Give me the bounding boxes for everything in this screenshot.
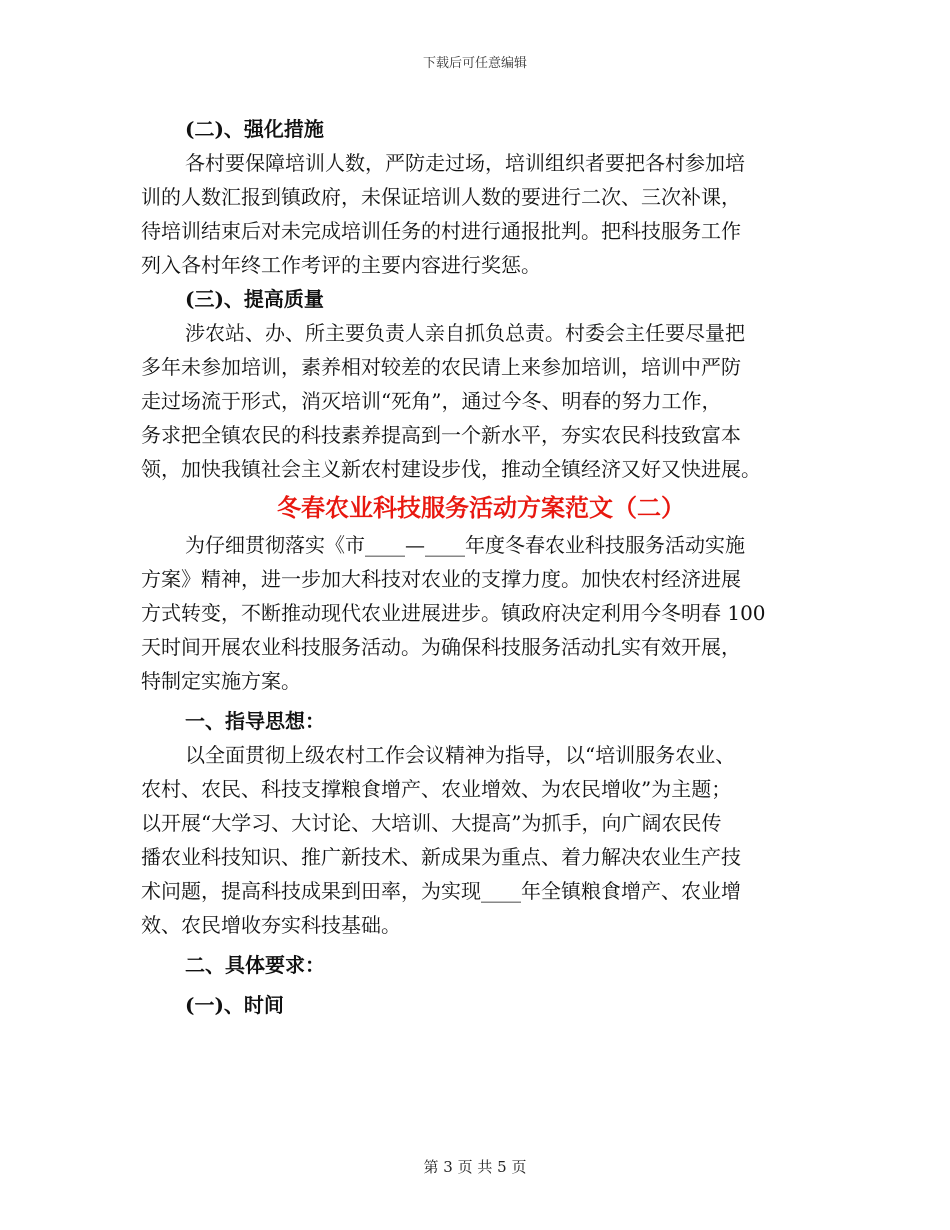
paragraph-line: 农村、农民、科技支撑粮食增产、农业增效、为农民增收”为主题； bbox=[141, 777, 732, 801]
paragraph-line: 领，加快我镇社会主义新农村建设步伐，推动全镇经济又好又快进展。 bbox=[141, 457, 761, 481]
section-heading-quality: (三)、提高质量 bbox=[185, 287, 324, 311]
section-heading-strengthen: (二)、强化措施 bbox=[185, 117, 324, 141]
paragraph-line: 多年未参加培训，素养相对较差的农民请上来参加培训，培训中严防 bbox=[141, 355, 741, 379]
paragraph-line: 为仔细贯彻落实《市____—____年度冬春农业科技服务活动实施 bbox=[185, 533, 745, 557]
page-footer: 第 3 页 共 5 页 bbox=[423, 1158, 527, 1176]
page-header: 下载后可任意编辑 bbox=[422, 56, 527, 71]
paragraph-line: 术问题，提高科技成果到田率，为实现____年全镇粮食增产、农业增 bbox=[141, 879, 741, 903]
paragraph-line: 效、农民增收夯实科技基础。 bbox=[141, 913, 401, 937]
paragraph-line: 播农业科技知识、推广新技术、新成果为重点、着力解决农业生产技 bbox=[141, 845, 741, 869]
paragraph-line: 以开展“大学习、大讨论、大培训、大提高”为抓手，向广阔农民传 bbox=[141, 811, 722, 835]
document-title: 冬春农业科技服务活动方案范文（二） bbox=[277, 493, 685, 522]
paragraph-line: 训的人数汇报到镇政府，未保证培训人数的要进行二次、三次补课， bbox=[141, 185, 741, 209]
paragraph-line: 列入各村年终工作考评的主要内容进行奖惩。 bbox=[141, 253, 541, 277]
paragraph-line: 涉农站、办、所主要负责人亲自抓负总责。村委会主任要尽量把 bbox=[185, 321, 745, 345]
paragraph-line: 天时间开展农业科技服务活动。为确保科技服务活动扎实有效开展， bbox=[141, 635, 741, 659]
paragraph-line: 走过场流于形式，消灭培训“死角”，通过今冬、明春的努力工作， bbox=[141, 389, 722, 413]
document-body bbox=[141, 112, 821, 1022]
paragraph-line: 方式转变，不断推动现代农业进展进步。镇政府决定利用今冬明春 100 bbox=[141, 601, 766, 625]
paragraph-line: 特制定实施方案。 bbox=[141, 669, 301, 693]
section-heading-time: (一)、时间 bbox=[185, 993, 284, 1017]
paragraph-line: 以全面贯彻上级农村工作会议精神为指导，以“培训服务农业、 bbox=[185, 743, 736, 767]
section-heading-guiding: 一、指导思想： bbox=[185, 709, 325, 733]
paragraph-line: 待培训结束后对未完成培训任务的村进行通报批判。把科技服务工作 bbox=[141, 219, 741, 243]
paragraph-line: 各村要保障培训人数，严防走过场，培训组织者要把各村参加培 bbox=[185, 151, 745, 175]
paragraph-line: 方案》精神，进一步加大科技对农业的支撑力度。加快农村经济进展 bbox=[141, 567, 741, 591]
paragraph-line: 务求把全镇农民的科技素养提高到一个新水平，夯实农民科技致富本 bbox=[141, 423, 741, 447]
section-heading-requirements: 二、具体要求： bbox=[185, 953, 325, 977]
